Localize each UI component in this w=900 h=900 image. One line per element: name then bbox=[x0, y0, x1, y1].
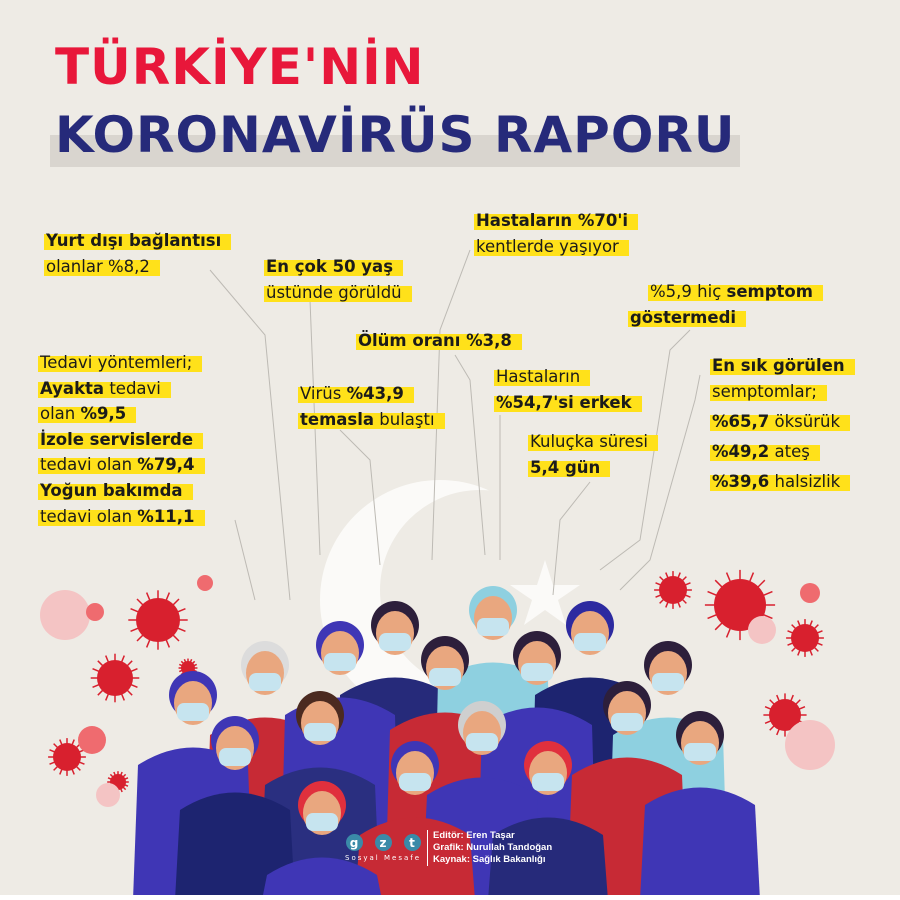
annotation-treatment-line bbox=[38, 506, 205, 528]
annotation-text: %11,1 bbox=[137, 506, 195, 526]
annotation-age-line bbox=[264, 282, 412, 304]
annotation-symptoms-line bbox=[710, 471, 850, 493]
annotation-treatment-line bbox=[38, 352, 202, 374]
annotation-text: Virüs bbox=[300, 384, 347, 403]
leader-line bbox=[210, 270, 290, 600]
annotation-text: %54,7'si erkek bbox=[496, 393, 632, 412]
annotation-text: tedavi bbox=[104, 378, 161, 398]
annotation-text: Ölüm oranı %3,8 bbox=[358, 331, 512, 350]
footer bbox=[345, 830, 552, 866]
annotation-asymptomatic-line bbox=[628, 307, 746, 329]
annotation-text: öksürük bbox=[769, 412, 840, 431]
title-line-2: KORONAVİRÜS RAPORU bbox=[55, 106, 736, 164]
annotation-mortality-line bbox=[356, 330, 522, 352]
annotation-contact-line bbox=[298, 383, 414, 405]
annotation-text: Kuluçka süresi bbox=[530, 432, 648, 451]
leader-line bbox=[235, 520, 255, 600]
gzt-logo bbox=[345, 834, 421, 862]
annotation-text: Yurt dışı bağlantısı bbox=[46, 231, 222, 250]
annotation-text: %49,2 bbox=[712, 442, 770, 461]
annotation-male-line bbox=[494, 392, 642, 414]
annotation-text: olan bbox=[40, 404, 81, 424]
source-credit: Kaynak: Sağlık Bakanlığı bbox=[433, 854, 546, 865]
annotation-incubation-line bbox=[528, 431, 658, 453]
annotation-text: kentlerde yaşıyor bbox=[476, 237, 619, 256]
annotation-urban-line bbox=[474, 210, 638, 232]
annotation-treatment-line bbox=[38, 454, 205, 476]
annotation-text: tedavi olan bbox=[40, 506, 138, 526]
annotation-treatment-line bbox=[38, 480, 193, 502]
annotation-text: İzole servislerde bbox=[40, 429, 194, 449]
leader-line bbox=[455, 355, 485, 555]
annotation-symptoms-line bbox=[710, 381, 827, 403]
annotation-asymptomatic-line bbox=[648, 281, 823, 303]
annotation-symptoms-line bbox=[710, 411, 850, 433]
annotation-symptoms-line bbox=[710, 441, 820, 463]
leader-line bbox=[553, 482, 590, 595]
annotation-text: tedavi olan bbox=[40, 455, 138, 475]
annotation-text: üstünde görüldü bbox=[266, 283, 402, 302]
logo-letter: g bbox=[346, 834, 363, 851]
logo-letter: t bbox=[404, 834, 421, 851]
graphic-credit: Grafik: Nurullah Tandoğan bbox=[433, 842, 553, 853]
annotation-text: %39,6 bbox=[712, 472, 770, 491]
title-line-1: TÜRKİYE'NİN bbox=[55, 38, 425, 96]
annotation-text: temasla bbox=[300, 410, 375, 429]
annotation-text: semptom bbox=[726, 282, 813, 301]
annotation-text: %5,9 hiç bbox=[650, 282, 727, 301]
annotation-text: En çok 50 yaş bbox=[266, 257, 394, 276]
annotation-text: semptomlar; bbox=[712, 382, 817, 401]
annotation-abroad-line bbox=[44, 230, 231, 252]
annotation-text: Hastaların bbox=[496, 367, 581, 386]
annotation-symptoms-line bbox=[710, 355, 855, 377]
annotation-age-line bbox=[264, 256, 403, 278]
editor-credit: Editör: Eren Taşar bbox=[433, 830, 515, 841]
leader-line bbox=[432, 250, 470, 560]
annotation-text: olanlar %8,2 bbox=[46, 257, 150, 276]
annotation-text: %9,5 bbox=[80, 404, 127, 424]
annotation-text: bulaştı bbox=[374, 410, 435, 429]
logo-letter: z bbox=[375, 834, 392, 851]
annotation-text: halsizlik bbox=[769, 472, 841, 491]
annotation-text: Hastaların %70'i bbox=[476, 211, 629, 230]
annotation-treatment-line bbox=[38, 378, 171, 400]
annotation-text: ateş bbox=[769, 442, 810, 461]
annotation-treatment-line bbox=[38, 403, 136, 425]
logo-subtitle: Sosyal Mesafe bbox=[345, 854, 422, 862]
annotation-text: %43,9 bbox=[346, 384, 404, 403]
annotation-urban-line bbox=[474, 236, 629, 258]
annotation-incubation-line bbox=[528, 457, 610, 479]
annotation-treatment-line bbox=[38, 429, 203, 451]
annotation-text: Tedavi yöntemleri; bbox=[40, 353, 193, 372]
annotation-text: Ayakta bbox=[40, 378, 105, 398]
annotation-text: En sık görülen bbox=[712, 356, 845, 375]
annotation-text: %65,7 bbox=[712, 412, 770, 431]
annotation-text: 5,4 gün bbox=[530, 458, 601, 477]
annotation-text: %79,4 bbox=[137, 455, 195, 475]
annotation-text: göstermedi bbox=[630, 308, 737, 327]
leader-line bbox=[340, 430, 380, 565]
annotation-abroad-line bbox=[44, 256, 160, 278]
annotation-contact-line bbox=[298, 409, 445, 431]
annotation-text: Yoğun bakımda bbox=[40, 481, 183, 500]
annotation-male-line bbox=[494, 366, 590, 388]
credits bbox=[427, 830, 552, 866]
